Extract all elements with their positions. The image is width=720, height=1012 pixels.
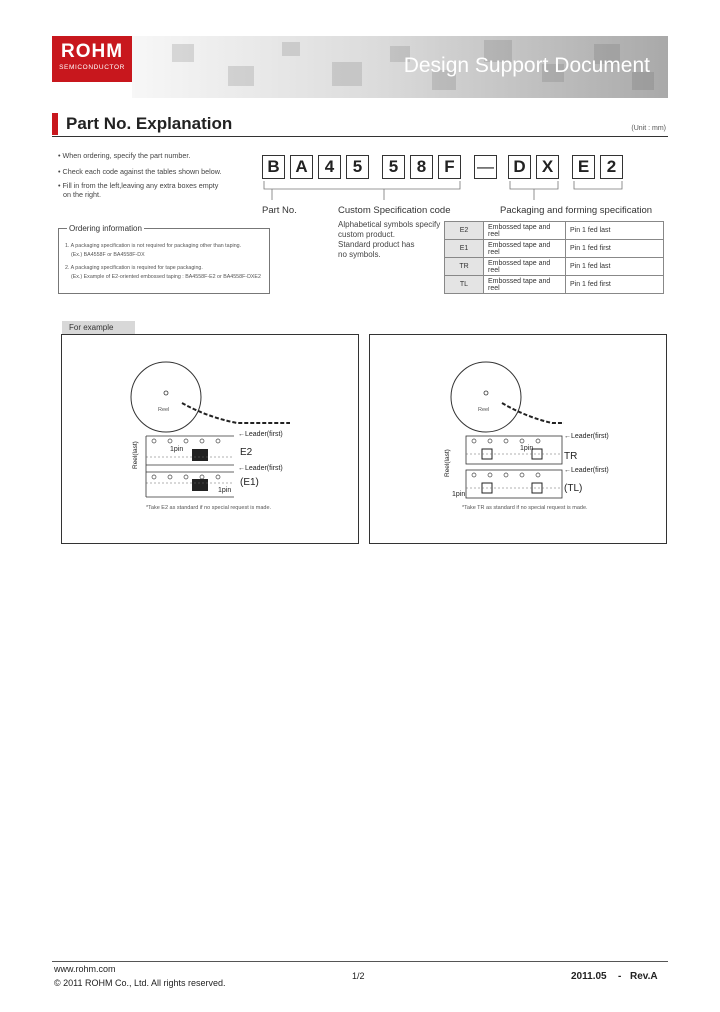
table-row	[445, 240, 664, 258]
logo-sub-text: SEMICONDUCTOR	[59, 64, 125, 71]
logo-main-text: ROHM	[60, 41, 124, 62]
example-tab: For example	[62, 321, 135, 334]
leader-label: ←Leader(first)	[564, 467, 609, 474]
code-tl-label: (TL)	[564, 483, 583, 494]
leader-label: ←Leader(first)	[564, 433, 609, 440]
table-row	[445, 258, 664, 276]
code-cell: TL	[445, 276, 484, 294]
custom-spec-desc-1: Alphabetical symbols specify	[338, 220, 441, 229]
ordering-info-box	[58, 224, 270, 294]
example-panel-left	[61, 334, 359, 544]
pin-cell: Pin 1 fed last	[566, 258, 664, 276]
instruction-2: • Check each code against the tables shown below.	[58, 167, 222, 176]
section-title: Part No. Explanation	[66, 114, 233, 133]
part-char-box: 8	[410, 155, 433, 179]
footer-url[interactable]: www.rohm.com	[54, 964, 116, 974]
reel-label: Reel	[478, 407, 490, 413]
reel-label: Reel	[158, 407, 170, 413]
pin-cell: Pin 1 fed first	[566, 276, 664, 294]
footer-date: 2011.05	[571, 971, 607, 982]
instruction-3: • Fill in from the left,leaving any extra boxes empty	[58, 181, 219, 190]
packaging-table	[444, 221, 664, 294]
part-brackets	[0, 0, 720, 220]
pin-cell: Pin 1 fed first	[566, 240, 664, 258]
ordering-line: (Ex.) Example of E2-oriented embossed taping : BA4558F-E2 or BA4558F-DXE2	[71, 274, 261, 280]
part-char-box: E	[572, 155, 595, 179]
part-char-box: A	[290, 155, 313, 179]
part-char-box: X	[536, 155, 559, 179]
packing-cell: Embossed tape and reel	[484, 222, 566, 240]
custom-spec-desc-4: no symbols.	[338, 250, 381, 259]
table-row	[445, 222, 664, 240]
code-e2-label: E2	[240, 447, 253, 458]
reel-last-label: Reel(last)	[132, 441, 139, 469]
unit-note: (Unit : mm)	[631, 125, 666, 132]
instruction-3-cont: on the right.	[63, 190, 101, 199]
label-part-no: Part No.	[262, 205, 297, 216]
example-panel-right	[369, 334, 667, 544]
ordering-line: 2. A packaging specification is required for tape packaging.	[65, 265, 203, 271]
table-row	[445, 276, 664, 294]
ordering-line: (Ex.) BA4558F or BA4558F-DX	[71, 252, 145, 258]
label-packaging-spec: Packaging and forming specification	[500, 205, 653, 216]
part-char-box: B	[262, 155, 285, 179]
reel-diagram-left	[62, 335, 358, 543]
part-char-box: 5	[346, 155, 369, 179]
code-cell: E1	[445, 240, 484, 258]
footer-sep: -	[618, 971, 622, 982]
document-title: Design Support Document	[403, 54, 650, 77]
pin-cell: Pin 1 fed last	[566, 222, 664, 240]
ordering-info-title: Ordering information	[69, 224, 142, 233]
code-tr-label: TR	[564, 451, 578, 462]
custom-spec-desc-3: Standard product has	[338, 240, 415, 249]
leader-label: ←Leader(first)	[238, 431, 283, 438]
code-e1-label: (E1)	[240, 477, 259, 488]
example-note: *Take E2 as standard if no special request is made.	[146, 505, 272, 511]
footer-divider	[52, 961, 668, 962]
example-note: *Take TR as standard if no special request is made.	[462, 505, 588, 511]
reel-diagram-right	[370, 335, 666, 543]
ordering-line: 1. A packaging specification is not required for packaging other than taping.	[65, 243, 242, 249]
footer-copyright: © 2011 ROHM Co., Ltd. All rights reserved.	[54, 978, 226, 988]
packing-cell: Embossed tape and reel	[484, 258, 566, 276]
packing-cell: Embossed tape and reel	[484, 276, 566, 294]
packing-cell: Embossed tape and reel	[484, 240, 566, 258]
part-char-box: 4	[318, 155, 341, 179]
leader-label: ←Leader(first)	[238, 465, 283, 472]
page-number: 1/2	[352, 971, 365, 981]
pin1-label: 1pin	[452, 491, 466, 498]
part-char-box: F	[438, 155, 461, 179]
pin1-label: 1pin	[218, 487, 232, 494]
part-char-box: 5	[382, 155, 405, 179]
part-dash-box: —	[474, 155, 497, 179]
pin1-label: 1pin	[520, 445, 534, 452]
custom-spec-desc-2: custom product.	[338, 230, 395, 239]
footer-revision: Rev.A	[630, 971, 658, 982]
code-cell: TR	[445, 258, 484, 276]
part-char-box: D	[508, 155, 531, 179]
code-cell: E2	[445, 222, 484, 240]
pin1-label: 1pin	[170, 446, 184, 453]
instruction-1: • When ordering, specify the part number.	[58, 151, 191, 160]
part-char-box: 2	[600, 155, 623, 179]
label-custom-spec: Custom Specification code	[338, 205, 451, 216]
reel-last-label: Reel(last)	[444, 449, 451, 477]
